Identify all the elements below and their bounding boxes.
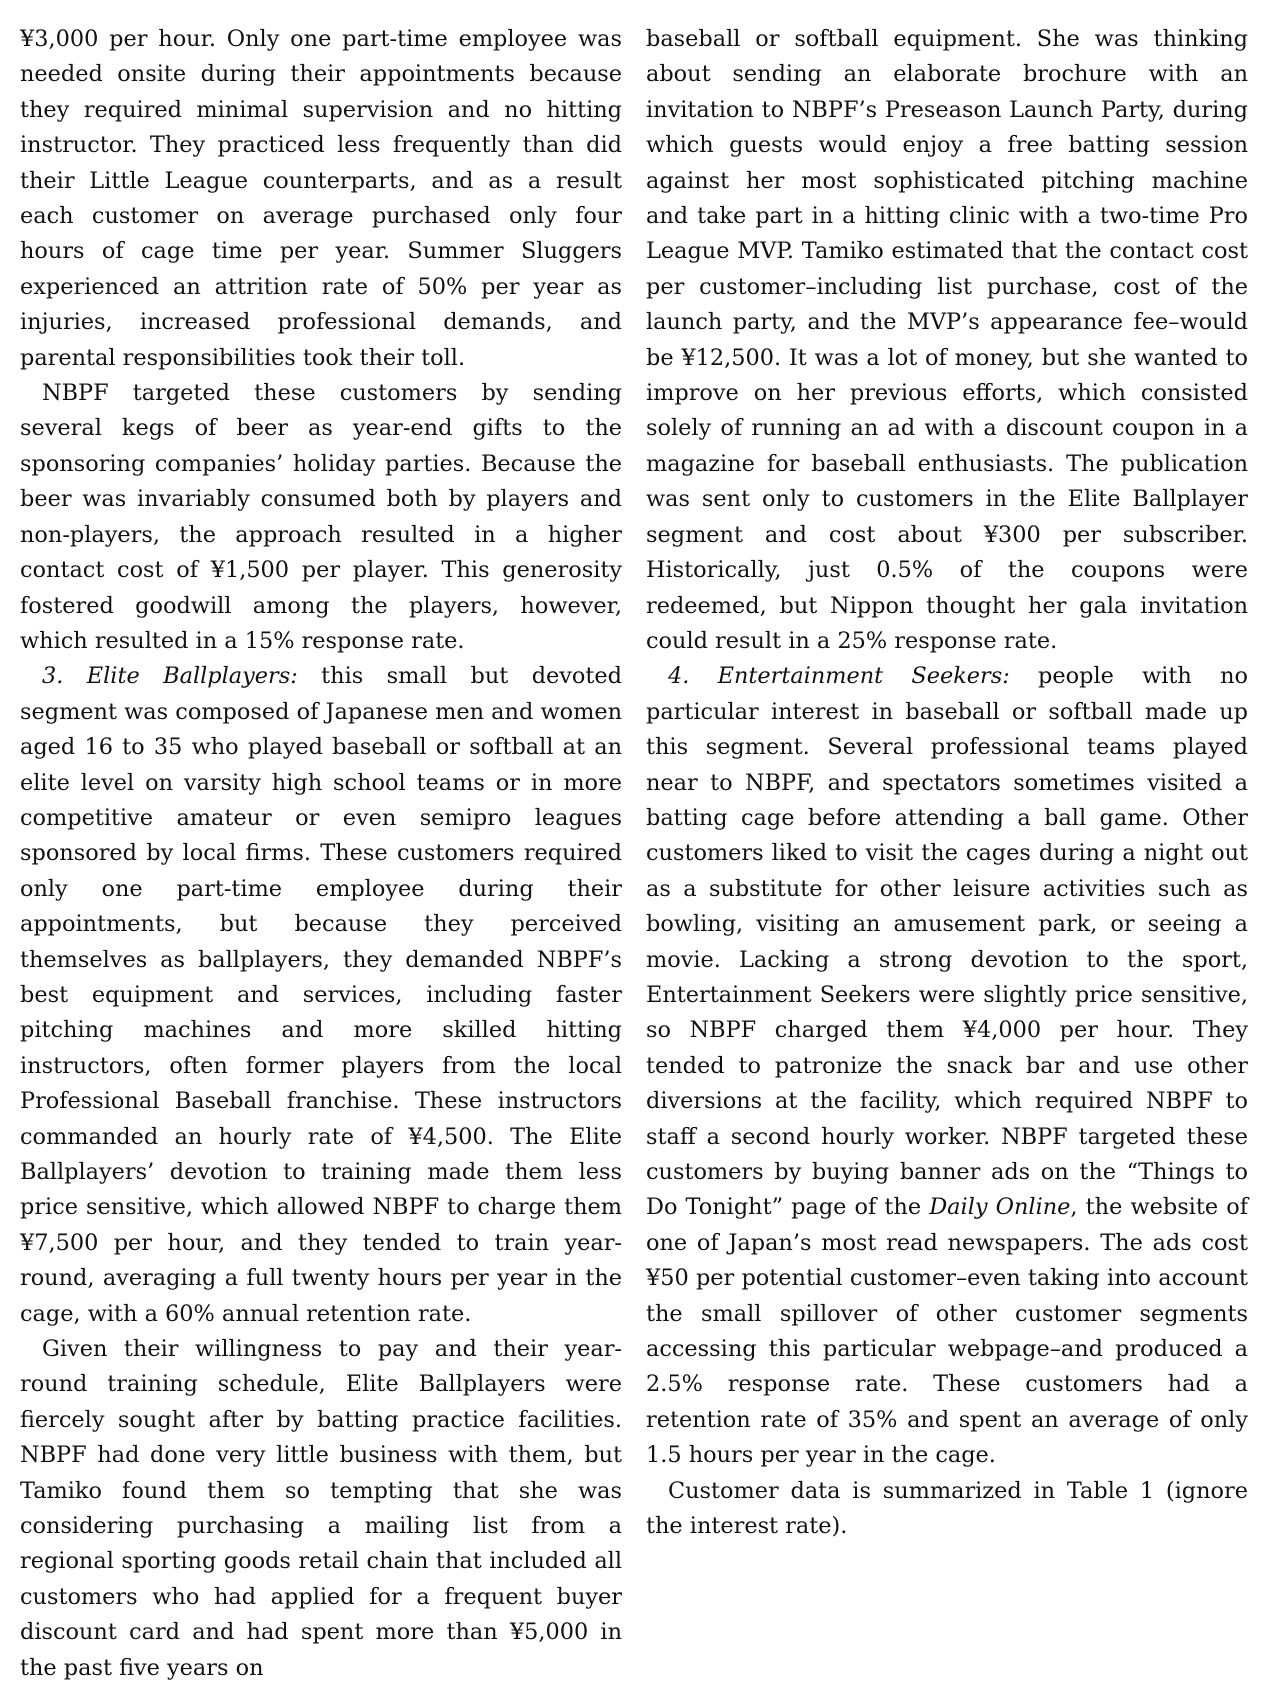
right-column: [646, 22, 1248, 1622]
segment-heading-entertainment-seekers: 4. Entertainment Seekers:: [668, 663, 1010, 690]
publication-name: Daily Online: [929, 1194, 1071, 1221]
paragraph-summer-sluggers-continued: ¥3,000 per hour. Only one part-time employee was needed onsite during their appointments because they required minimal supervision and no hitting instructor. They practiced less frequently than did their Little League counterparts, and as a result each customer on average purchased only four hours of cage time per year. Summer Sluggers experienced an attrition rate of 50% per year as injuries, increased professional demands, and parental responsibilities took their toll.: [20, 26, 622, 371]
paragraph-text: , the website of one of Japan’s most read newspapers. The ads cost ¥50 per potential customer–even taking into account the small spillover of other customer segments accessing this particular webpage–and produced a 2.5% response rate. These customers had a retention rate of 35% and spent an average of only 1.5 hours per year in the cage.: [646, 1194, 1248, 1469]
document-page: [20, 22, 1248, 1681]
paragraph-elite-ballplayers-targeting: Given their willingness to pay and their year-round training schedule, Elite Ballplayers were fiercely sought after by batting practice facilities. NBPF had done very little business with them, but Tamiko found them so tempting that she was considering purchasing a mailing list from a regional sporting goods retail chain that included all customers who had applied for a frequent buyer discount card and had spent more than ¥5,000 in the past five years on: [20, 1336, 622, 1681]
paragraph-elite-ballplayers: [20, 659, 622, 1332]
paragraph-elite-ballplayers-continued: baseball or softball equipment. She was thinking about sending an elaborate brochure with an invitation to NBPF’s Preseason Launch Party, during which guests would enjoy a free batting session against her most sophisticated pitching machine and take part in a hitting clinic with a two-time Pro League MVP. Tamiko estimated that the contact cost per customer–including list purchase, cost of the launch party, and the MVP’s appearance fee–would be ¥12,500. It was a lot of money, but she wanted to improve on her previous efforts, which consisted solely of running an ad with a discount coupon in a magazine for baseball enthusiasts. The publication was sent only to customers in the Elite Ballplayer segment and cost about ¥300 per subscriber. Historically, just 0.5% of the coupons were redeemed, but Nippon thought her gala invitation could result in a 25% response rate.: [646, 26, 1248, 654]
paragraph-entertainment-seekers: [646, 659, 1248, 1473]
left-column: [20, 22, 622, 1681]
segment-heading-elite-ballplayers: 3. Elite Ballplayers:: [42, 663, 298, 690]
paragraph-table-reference: Customer data is summarized in Table 1 (ignore the interest rate).: [646, 1477, 1248, 1540]
paragraph-summer-sluggers-targeting: NBPF targeted these customers by sending several kegs of beer as year-end gifts to the sponsoring companies’ holiday parties. Because the beer was invariably consumed both by players and non-players, the approach resulted in a higher contact cost of ¥1,500 per player. This generosity fostered goodwill among the players, however, which resulted in a 15% response rate.: [20, 380, 622, 654]
paragraph-text: this small but devoted segment was composed of Japanese men and women aged 16 to 35 who played baseball or softball at an elite level on varsity high school teams or in more competitive amateur or even semipro leagues sponsored by local firms. These customers required only one part-time employee during their appointments, but because they perceived themselves as ballplayers, they demanded NBPF’s best equipment and services, including faster pitching machines and more skilled hitting instructors, often former players from the local Professional Baseball franchise. These instructors commanded an hourly rate of ¥4,500. The Elite Ballplayers’ devotion to training made them less price sensitive, which allowed NBPF to charge them ¥7,500 per hour, and they tended to train year-round, averaging a full twenty hours per year in the cage, with a 60% annual retention rate.: [20, 663, 622, 1327]
paragraph-text: people with no particular interest in baseball or softball made up this segment. Several professional teams played near to NBPF, and spectators sometimes visited a batting cage before attending a ball game. Other customers liked to visit the cages during a night out as a substitute for other leisure activities such as bowling, visiting an amusement park, or seeing a movie. Lacking a strong devotion to the sport, Entertainment Seekers were slightly price sensitive, so NBPF charged them ¥4,000 per hour. They tended to patronize the snack bar and use other diversions at the facility, which required NBPF to staff a second hourly worker. NBPF targeted these customers by buying banner ads on the “Things to Do Tonight” page of the: [646, 663, 1248, 1221]
